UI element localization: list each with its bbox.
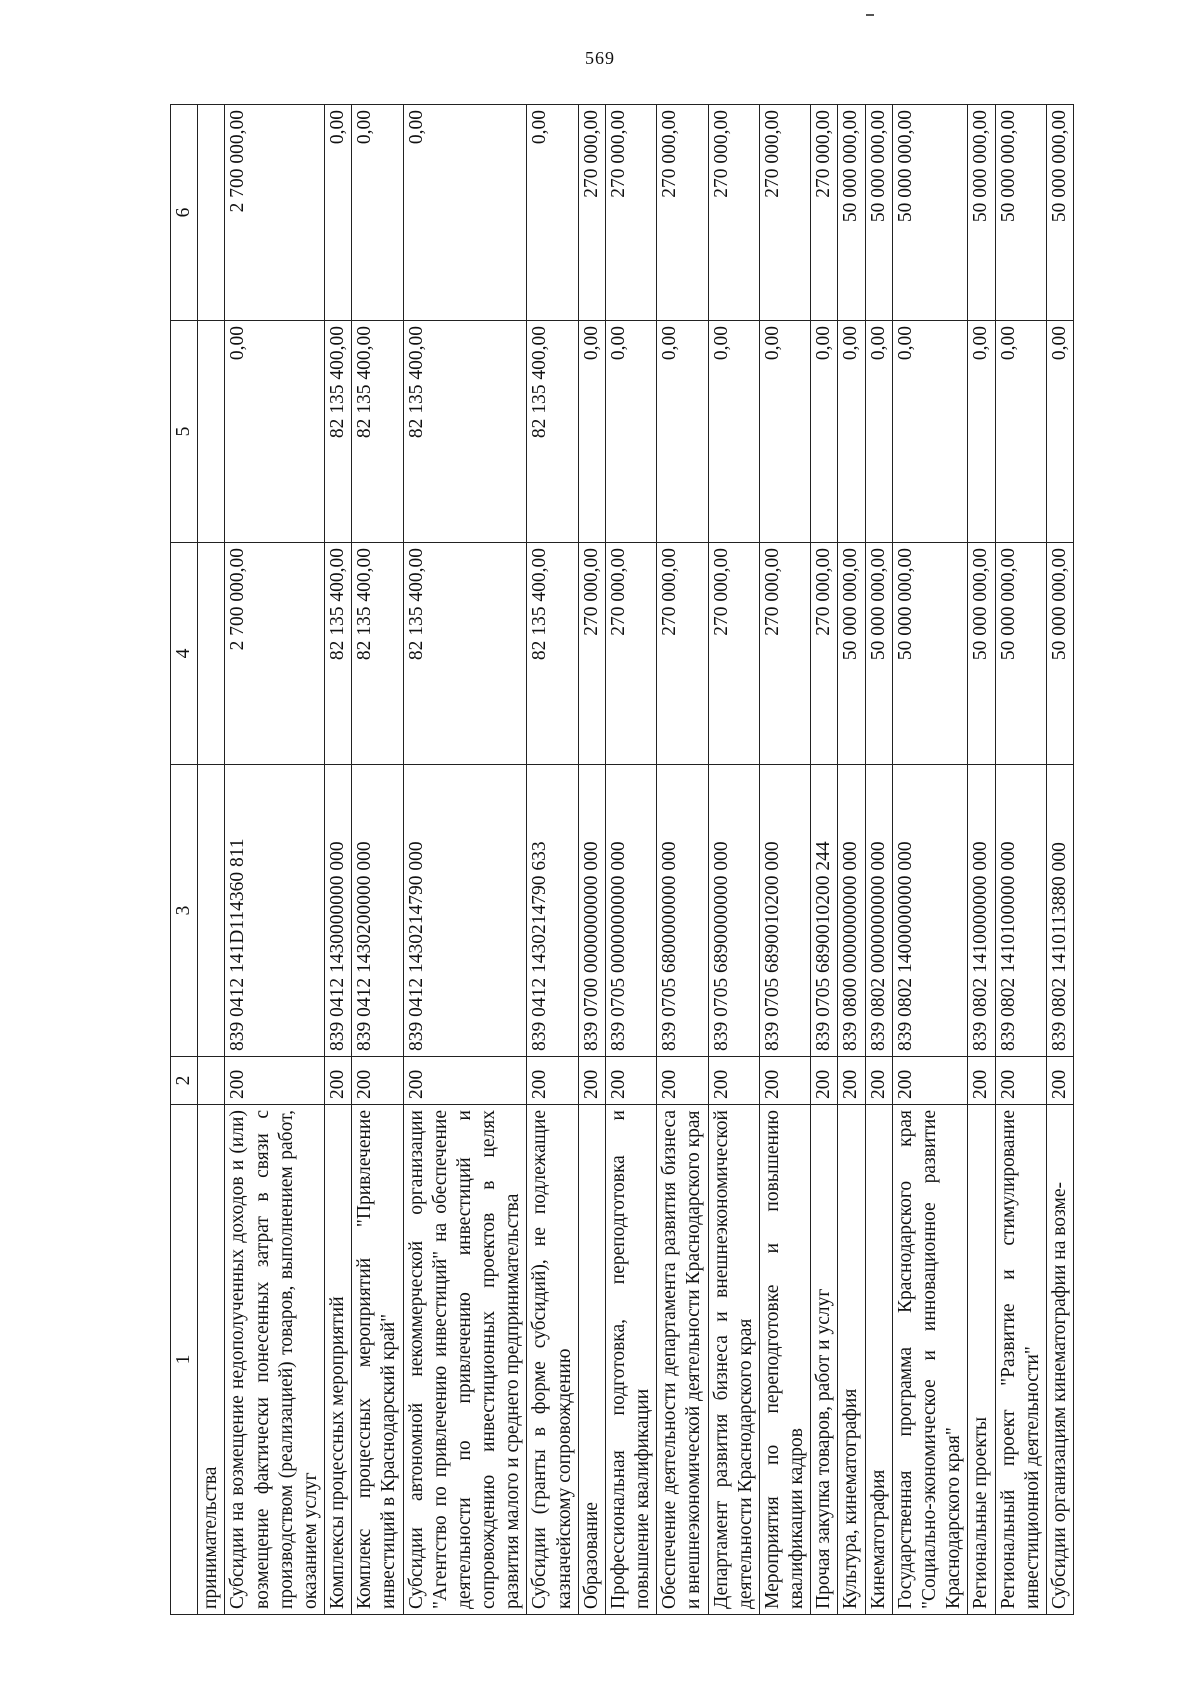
row-code-cell: 200 [325,1057,352,1105]
row-total-amount-cell: 270 000,00 [578,105,605,321]
row-code-cell: 200 [527,1057,578,1105]
row-total-amount-cell: 2 700 000,00 [225,105,325,321]
row-name-cell: Прочая закупка товаров, работ и услуг [811,1105,838,1615]
row-code-cell: 200 [892,1057,968,1105]
row-kbk-cell: 839 0412 1430214790 633 [527,765,578,1057]
row-kbk-cell: 839 0802 1410000000 000 [968,765,995,1057]
row-approved-amount-cell: 50 000 000,00 [892,543,968,765]
row-code-cell: 200 [811,1057,838,1105]
row-name-cell: Комплексы процессных мероприятий [325,1105,352,1615]
row-kbk-cell: 839 0412 141D114360 811 [225,765,325,1057]
row-name-cell: Субсидии (гранты в форме субсидий), не подлежащие казначейскому сопровождению [527,1105,578,1615]
row-name-cell: Профессиональная подготовка, переподготовка и повышение квалификации [605,1105,656,1615]
row-code-cell: 200 [1046,1057,1073,1105]
row-change-amount-cell: 0,00 [708,321,759,543]
row-kbk-cell: 839 0705 6890010200 000 [759,765,810,1057]
row-change-amount-cell: 0,00 [838,321,865,543]
empty-cell [198,543,225,765]
row-kbk-cell: 839 0705 6800000000 000 [657,765,708,1057]
row-total-amount-cell: 50 000 000,00 [865,105,892,321]
table-row [578,105,605,1615]
row-approved-amount-cell: 270 000,00 [759,543,810,765]
row-approved-amount-cell: 50 000 000,00 [968,543,995,765]
row-kbk-cell: 839 0802 1410113880 000 [1046,765,1073,1057]
row-code-cell: 200 [352,1057,403,1105]
row-change-amount-cell: 0,00 [578,321,605,543]
row-name-cell: Образование [578,1105,605,1615]
row-change-amount-cell: 0,00 [995,321,1046,543]
continuation-cell: принимательства [198,1105,225,1615]
table-row [352,105,403,1615]
table-row [325,105,352,1615]
header-cell: 3 [171,765,198,1057]
row-code-cell: 200 [605,1057,656,1105]
row-kbk-cell: 839 0705 6890000000 000 [708,765,759,1057]
row-approved-amount-cell: 50 000 000,00 [995,543,1046,765]
budget-table-body [171,105,1074,1615]
table-row [403,105,527,1615]
row-total-amount-cell: 270 000,00 [759,105,810,321]
row-change-amount-cell: 0,00 [811,321,838,543]
row-total-amount-cell: 0,00 [352,105,403,321]
table-row [657,105,708,1615]
row-total-amount-cell: 270 000,00 [657,105,708,321]
row-code-cell: 200 [865,1057,892,1105]
empty-cell [198,105,225,321]
table-row [225,105,325,1615]
row-code-cell: 200 [995,1057,1046,1105]
empty-cell [198,1057,225,1105]
row-code-cell: 200 [968,1057,995,1105]
budget-table [170,104,1074,1615]
row-name-cell: Субсидии автономной некоммерческой организации "Агентство по привлечению инвестиций" на обеспечение деятельности по привлечению инвестиций и сопровождению инвестиционных проектов в целях развития малого и среднего предпринимательства [403,1105,527,1615]
row-name-cell: Комплекс процессных мероприятий "Привлечение инвестиций в Краснодарский край" [352,1105,403,1615]
row-change-amount-cell: 0,00 [759,321,810,543]
table-row [759,105,810,1615]
row-name-cell: Региональные проекты [968,1105,995,1615]
row-change-amount-cell: 82 135 400,00 [325,321,352,543]
header-cell: 6 [171,105,198,321]
row-total-amount-cell: 270 000,00 [811,105,838,321]
row-total-amount-cell: 50 000 000,00 [995,105,1046,321]
table-row [892,105,968,1615]
row-approved-amount-cell: 270 000,00 [605,543,656,765]
row-change-amount-cell: 82 135 400,00 [527,321,578,543]
row-code-cell: 200 [403,1057,527,1105]
row-approved-amount-cell: 270 000,00 [708,543,759,765]
row-total-amount-cell: 0,00 [403,105,527,321]
row-name-cell: Государственная программа Краснодарского края "Социально-экономическое и инновационное развитие Краснодарского края" [892,1105,968,1615]
header-cell: 2 [171,1057,198,1105]
row-kbk-cell: 839 0705 0000000000 000 [605,765,656,1057]
row-code-cell: 200 [838,1057,865,1105]
row-kbk-cell: 839 0412 1430200000 000 [352,765,403,1057]
row-name-cell: Региональный проект "Развитие и стимулирование инвестиционной деятельности" [995,1105,1046,1615]
row-code-cell: 200 [708,1057,759,1105]
row-change-amount-cell: 82 135 400,00 [403,321,527,543]
table-row [1046,105,1073,1615]
row-total-amount-cell: 270 000,00 [605,105,656,321]
row-code-cell: 200 [225,1057,325,1105]
row-approved-amount-cell: 270 000,00 [811,543,838,765]
empty-cell [198,321,225,543]
row-kbk-cell: 839 0802 1400000000 000 [892,765,968,1057]
row-change-amount-cell: 82 135 400,00 [352,321,403,543]
table-row [838,105,865,1615]
row-approved-amount-cell: 82 135 400,00 [325,543,352,765]
row-total-amount-cell: 50 000 000,00 [892,105,968,321]
row-change-amount-cell: 0,00 [605,321,656,543]
table-row [527,105,578,1615]
row-code-cell: 200 [657,1057,708,1105]
row-approved-amount-cell: 82 135 400,00 [403,543,527,765]
table-row [605,105,656,1615]
row-approved-amount-cell: 82 135 400,00 [527,543,578,765]
row-total-amount-cell: 50 000 000,00 [968,105,995,321]
row-name-cell: Обеспечение деятельности департамента развития бизнеса и внешнеэкономической деятельности Краснодарского края [657,1105,708,1615]
row-approved-amount-cell: 270 000,00 [578,543,605,765]
row-code-cell: 200 [759,1057,810,1105]
row-approved-amount-cell: 2 700 000,00 [225,543,325,765]
row-kbk-cell: 839 0412 1430214790 000 [403,765,527,1057]
row-approved-amount-cell: 50 000 000,00 [838,543,865,765]
row-kbk-cell: 839 0700 0000000000 000 [578,765,605,1057]
table-row [708,105,759,1615]
header-cell: 5 [171,321,198,543]
row-total-amount-cell: 50 000 000,00 [1046,105,1073,321]
header-cell: 1 [171,1105,198,1615]
row-approved-amount-cell: 270 000,00 [657,543,708,765]
row-approved-amount-cell: 50 000 000,00 [1046,543,1073,765]
row-change-amount-cell: 0,00 [892,321,968,543]
empty-cell [198,765,225,1057]
row-name-cell: Субсидии на возмещение недополученных доходов и (или) возмещение фактически понесенных затрат в связи с производством (реализацией) товаров, выполнением работ, оказанием услуг [225,1105,325,1615]
table-row [811,105,838,1615]
row-name-cell: Мероприятия по переподготовке и повышению квалификации кадров [759,1105,810,1615]
row-kbk-cell: 839 0412 1430000000 000 [325,765,352,1057]
row-code-cell: 200 [578,1057,605,1105]
page-number: 569 [585,48,615,68]
rotated-table-container [170,105,1115,1615]
row-approved-amount-cell: 50 000 000,00 [865,543,892,765]
row-change-amount-cell: 0,00 [865,321,892,543]
row-change-amount-cell: 0,00 [225,321,325,543]
row-total-amount-cell: 50 000 000,00 [838,105,865,321]
row-name-cell: Кинематография [865,1105,892,1615]
row-name-cell: Субсидии организациям кинематографии на возме- [1046,1105,1073,1615]
header-row [171,105,198,1615]
row-kbk-cell: 839 0705 6890010200 244 [811,765,838,1057]
row-name-cell: Культура, кинематография [838,1105,865,1615]
row-total-amount-cell: 270 000,00 [708,105,759,321]
row-change-amount-cell: 0,00 [657,321,708,543]
row-total-amount-cell: 0,00 [527,105,578,321]
table-row [968,105,995,1615]
header-cell: 4 [171,543,198,765]
row-kbk-cell: 839 0802 0000000000 000 [865,765,892,1057]
row-total-amount-cell: 0,00 [325,105,352,321]
row-approved-amount-cell: 82 135 400,00 [352,543,403,765]
table-row [995,105,1046,1615]
row-kbk-cell: 839 0802 1410100000 000 [995,765,1046,1057]
scan-artifact [866,14,874,16]
continuation-row [198,105,225,1615]
row-change-amount-cell: 0,00 [968,321,995,543]
row-name-cell: Департамент развития бизнеса и внешнеэкономической деятельности Краснодарского края [708,1105,759,1615]
table-row [865,105,892,1615]
row-kbk-cell: 839 0800 0000000000 000 [838,765,865,1057]
row-change-amount-cell: 0,00 [1046,321,1073,543]
